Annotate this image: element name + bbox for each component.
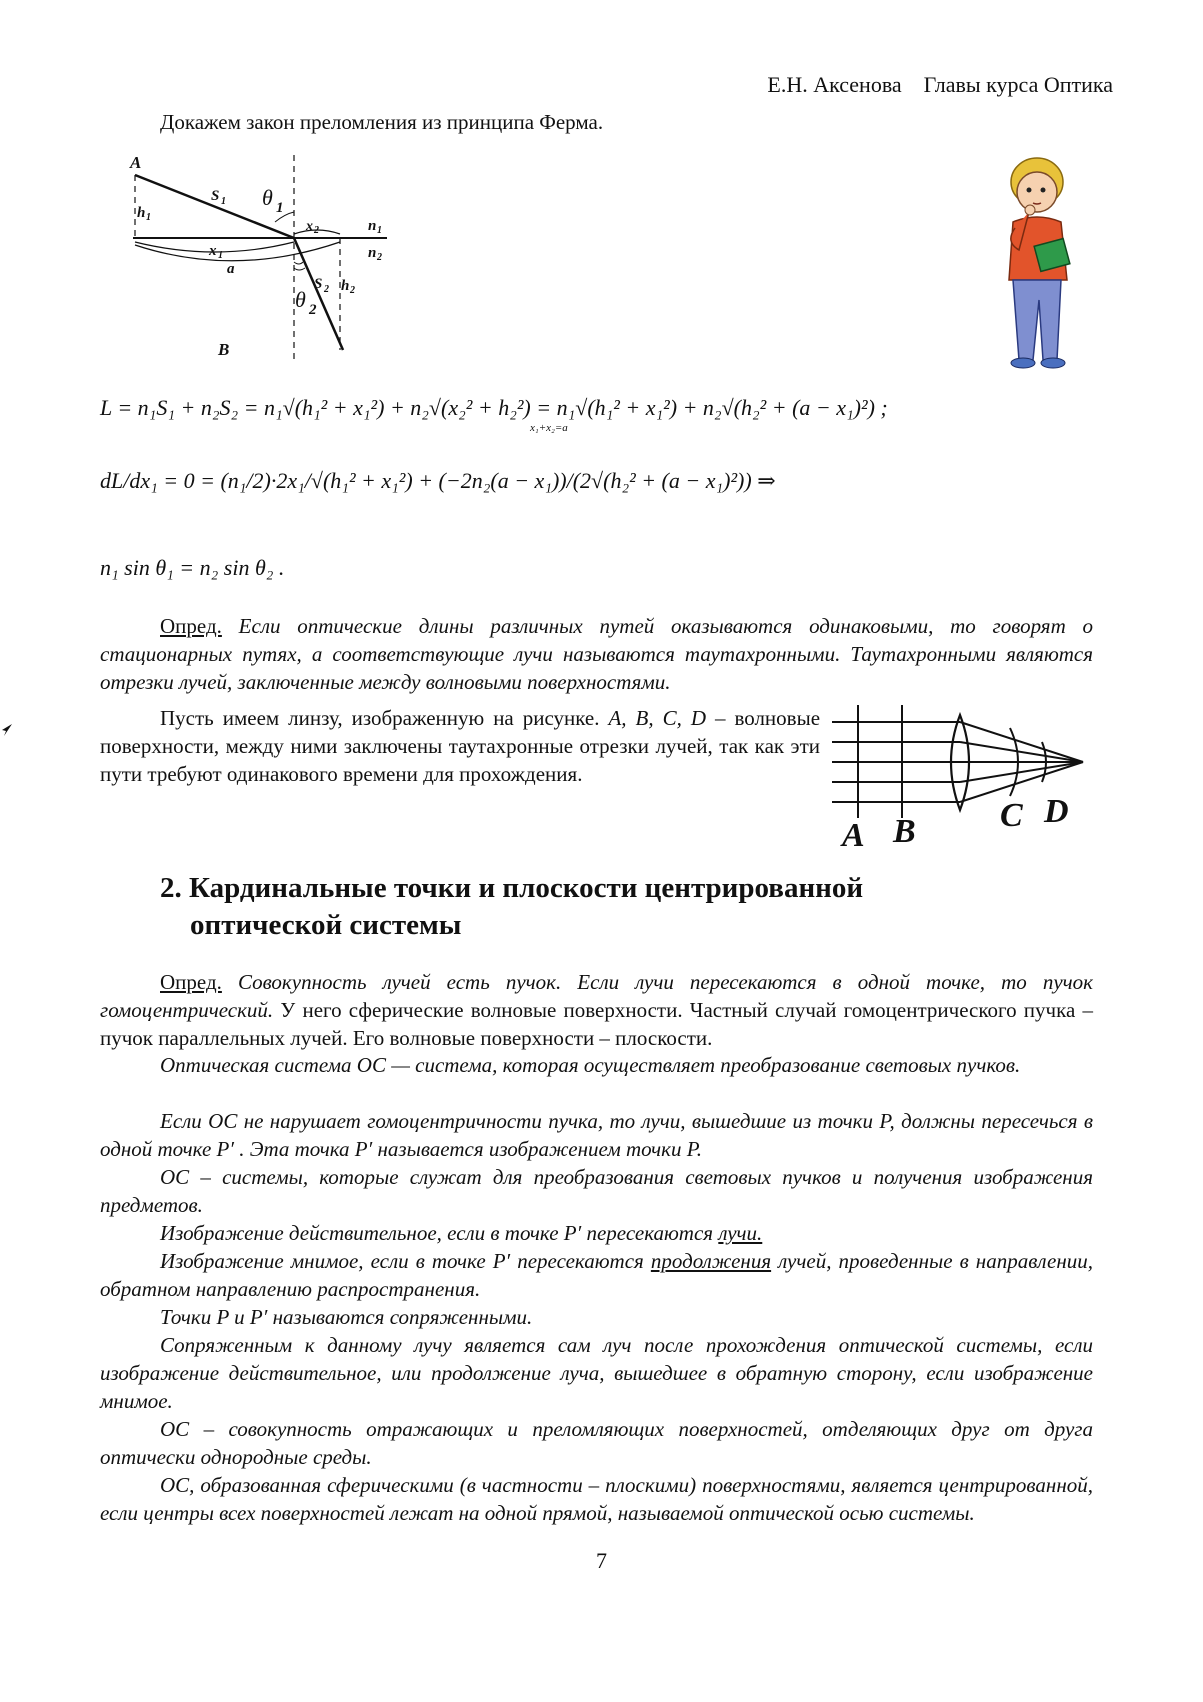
formula-snell-law: n₁ sin θ₁ = n₂ sin θ₂ . <box>100 555 285 580</box>
label-n2: n <box>368 245 377 261</box>
definition-beam <box>100 968 1093 1052</box>
section-title-line2: оптической системы <box>190 909 462 941</box>
lens-text-b: – волновые поверхности, между ними заключены таутахронные отрезки лучей, так как эти пути требуют одинакового времени для прохождения. <box>100 706 821 786</box>
section-heading <box>160 870 863 944</box>
label-theta1-sub: 1 <box>276 200 284 216</box>
formula-L-text: L = n₁S₁ + n₂S₂ = n₁√(h₁² + x₁²) + n₂√(x₂² + h₂²) = n₁√(h₁² + x₁²) + n₂√(h₂² + (a − x₁)²) ; <box>100 395 888 420</box>
section-number: 2. <box>160 872 182 904</box>
label-S2: S <box>314 276 323 292</box>
virtual-image-text-b: лучей, проведенные в направлении, обратном направлению распространения. <box>100 1249 1093 1301</box>
label-theta1: θ <box>262 185 273 210</box>
real-image-text: Изображение действительное, если в точке P′ пересекаются <box>160 1221 719 1245</box>
cursor-arrow-icon <box>0 722 14 738</box>
label-a: a <box>227 261 235 277</box>
lens-letters: A, B, C, D <box>608 706 706 730</box>
virtual-image-underlined: продолжения <box>650 1249 772 1273</box>
definition-tautochronous <box>100 612 1093 696</box>
formula-L-condition: x₁+x₂=a <box>530 422 568 434</box>
paragraph-os-purpose: ОС – системы, которые служат для преобразования световых пучков и получения изображения предметов. <box>100 1165 1093 1217</box>
page-number: 7 <box>596 1548 607 1573</box>
paragraph-conjugate-ray: Сопряженным к данному лучу является сам луч после прохождения оптической системы, если изображение действительное, или продолжение луча, вышедшее в обратную сторону, если изображение мнимое. <box>100 1333 1093 1413</box>
label-S2-sub: 2 <box>324 284 329 295</box>
lens-text-a: Пусть имеем линзу, изображенную на рисунке. <box>160 706 609 730</box>
lens-paragraph <box>100 704 820 788</box>
lens-label-A: A <box>842 817 865 850</box>
label-S1: S <box>211 188 220 204</box>
label-h2: h <box>341 278 350 294</box>
label-x2-sub: 2 <box>314 225 319 236</box>
formula-optical-path <box>100 395 888 421</box>
label-n2-sub: 2 <box>377 252 382 263</box>
fermat-refraction-diagram <box>125 150 425 365</box>
label-A: A <box>130 153 142 172</box>
paragraph-centered-system: ОС, образованная сферическими (в частности – плоскими) поверхностями, является центрированной, если центры всех поверхностей лежат на одной прямой, называемой оптической осью системы. <box>100 1473 1093 1525</box>
label-x2: x <box>306 219 313 234</box>
lens-label-B: B <box>893 813 916 850</box>
label-n1: n <box>368 218 377 234</box>
paragraph-homocentric: Если ОС не нарушает гомоцентричности пучка, то лучи, вышедшие из точки P, должны пересечься в одной точке P′ . Эта точка P′ называется изображением точки P. <box>100 1109 1093 1161</box>
paragraph-conjugate-points: Точки P и P′ называются сопряженными. <box>160 1305 533 1329</box>
label-h2-sub: 2 <box>350 285 355 296</box>
paragraph-os-surfaces: ОС – совокупность отражающих и преломляющих поверхностей, отделяющих друг от друга оптически однородные среды. <box>100 1417 1093 1469</box>
formula-derivative: dL/dx₁ = 0 = (n₁/2)·2x₁/√(h₁² + x₁²) + (−2n₂(a − x₁))/(2√(h₂² + (a − x₁)²)) ⇒ <box>100 468 776 493</box>
definition2-label: Опред. <box>160 970 222 994</box>
paragraph-optical-system: Оптическая система ОС — система, которая осуществляет преобразование световых пучков. <box>160 1053 1021 1077</box>
label-x1-sub: 1 <box>218 250 223 261</box>
lens-label-C: C <box>1000 797 1023 834</box>
label-h1-sub: 1 <box>146 212 151 223</box>
paragraph-real-image <box>100 1219 1093 1247</box>
page-header: Е.Н. Аксенова Главы курса Оптика <box>767 72 1113 97</box>
virtual-image-text-a: Изображение мнимое, если в точке P′ пересекаются <box>160 1249 651 1273</box>
definition-text: Если оптические длины различных путей оказываются одинаковыми, то говорят о стационарных путях, а соответствующие лучи называются таутахронными. Таутахронными являются отрезки лучей, заключенные между волновыми поверхностями. <box>100 614 1094 694</box>
label-S1-sub: 1 <box>221 196 226 207</box>
label-h1: h <box>137 205 146 221</box>
label-theta2-sub: 2 <box>309 302 317 318</box>
real-image-underlined: лучи. <box>718 1221 763 1245</box>
lens-wavefront-diagram <box>830 700 1100 850</box>
definition2-normal: У него сферические волновые поверхности. Частный случай гомоцентрического пучка – пучок параллельных лучей. Его волновые поверхности – плоскости. <box>100 998 1093 1050</box>
label-n1-sub: 1 <box>377 225 382 236</box>
section-title-line1: Кардинальные точки и плоскости центрированной <box>189 872 864 904</box>
label-x1: x <box>209 243 217 259</box>
definition-label: Опред. <box>160 614 222 638</box>
lens-label-D: D <box>1044 793 1069 830</box>
definition2-italic: Совокупность лучей есть пучок. Если лучи пересекаются в одной точке, то пучок гомоцентрический. <box>100 970 1093 1022</box>
label-theta2: θ <box>295 287 306 312</box>
label-B: B <box>218 340 230 359</box>
intro-text: Докажем закон преломления из принципа Ферма. <box>160 110 604 134</box>
thinking-boy-illustration <box>985 150 1100 400</box>
paragraph-virtual-image <box>100 1247 1093 1303</box>
